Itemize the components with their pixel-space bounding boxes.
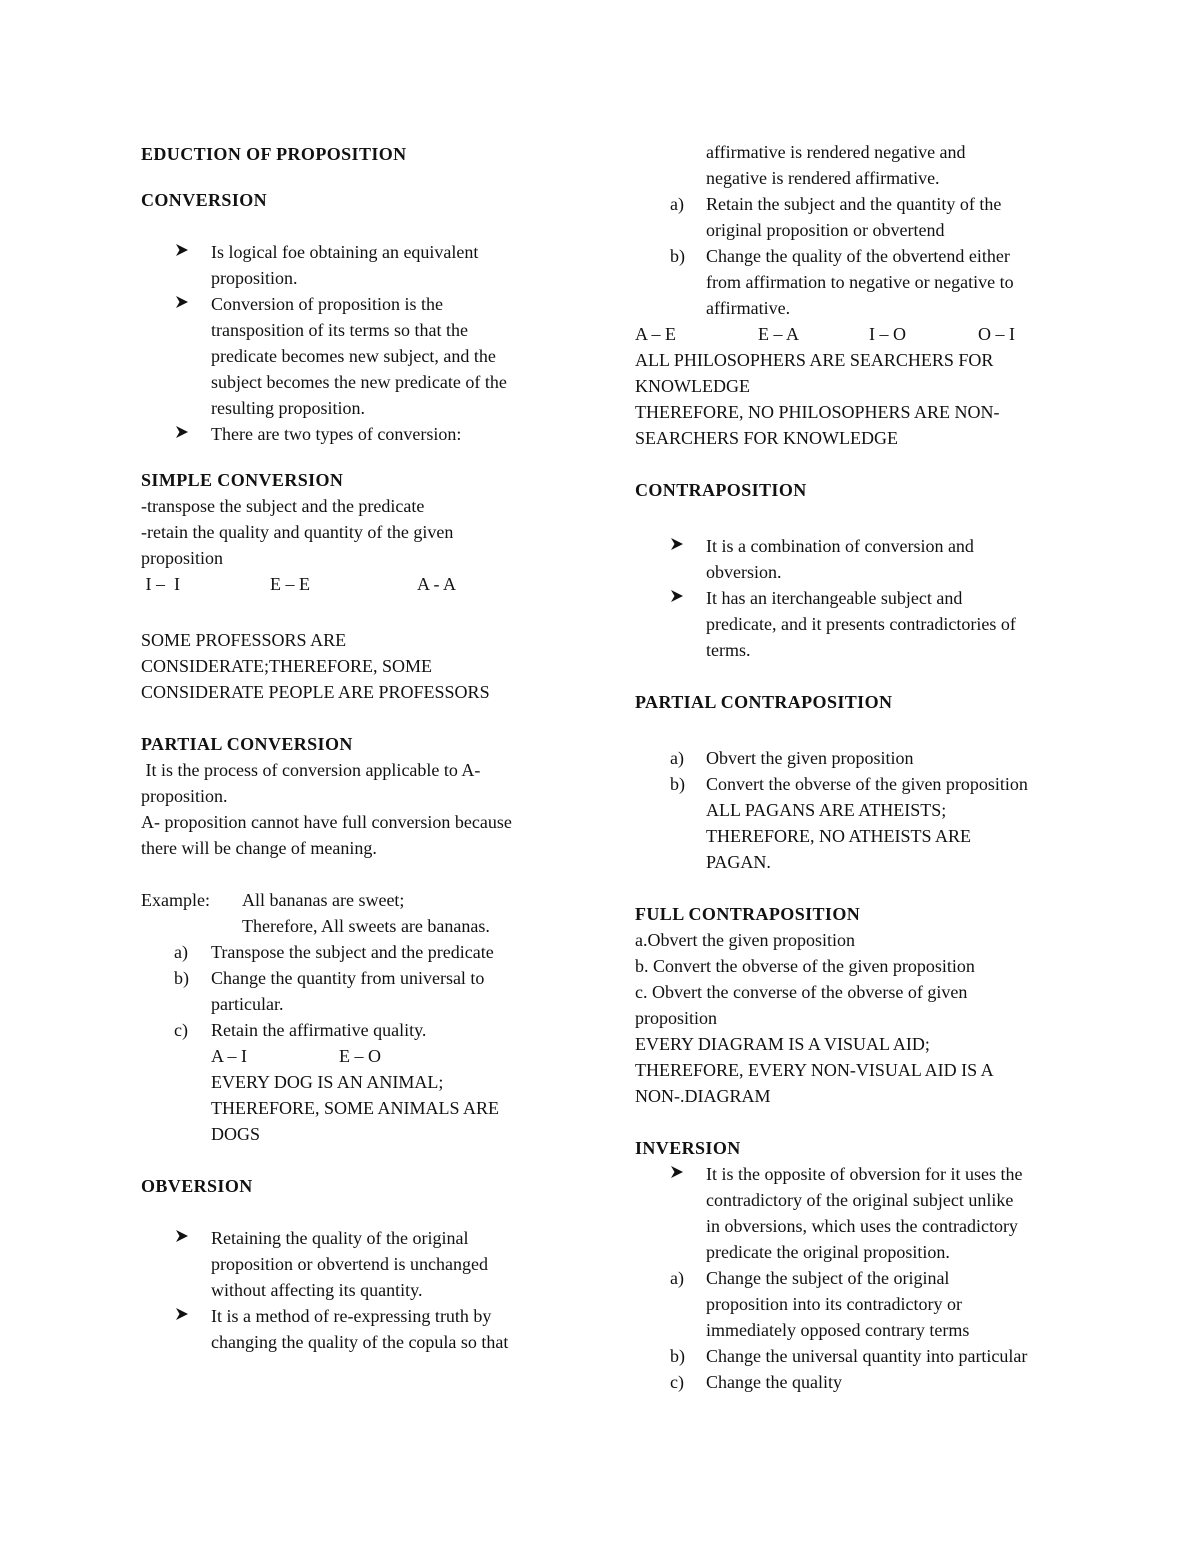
bullet-text-line: in obversions, which uses the contradictory (706, 1216, 1018, 1236)
arrowhead-bullet-icon (175, 291, 189, 317)
bullet-item (141, 421, 561, 447)
full-contraposition-text (635, 927, 1075, 1109)
step-marker: a) (174, 942, 188, 962)
text-line: THEREFORE, EVERY NON-VISUAL AID IS A (635, 1060, 994, 1080)
conversion-bullet-list (141, 239, 561, 447)
step-item (635, 191, 1075, 243)
example-line: SOME PROFESSORS ARE (141, 630, 347, 650)
step-text-line: ALL PAGANS ARE ATHEISTS; (706, 800, 947, 820)
step-marker: c) (670, 1372, 684, 1392)
example-line: CONSIDERATE PEOPLE ARE PROFESSORS (141, 682, 490, 702)
full-contraposition-heading: FULL CONTRAPOSITION (635, 904, 861, 924)
example-line: KNOWLEDGE (635, 376, 750, 396)
pair-a-e: A – E (635, 324, 677, 344)
text-line: affirmative is rendered negative and (706, 142, 966, 162)
text-line: -retain the quality and quantity of the given (141, 522, 454, 542)
step-text-line: from affirmation to negative or negative to (706, 272, 1014, 292)
text-line: a.Obvert the given proposition (635, 930, 855, 950)
step-item (635, 1369, 1075, 1395)
bullet-text-line: contradictory of the original subject unlike (706, 1190, 1014, 1210)
obversion-pairs (635, 321, 1075, 347)
contraposition-heading: CONTRAPOSITION (635, 480, 807, 500)
arrowhead-bullet-icon (670, 533, 684, 559)
simple-conversion-pairs (141, 571, 561, 597)
inversion-heading: INVERSION (635, 1138, 741, 1158)
step-text-line: particular. (211, 994, 284, 1014)
arrowhead-bullet-icon (175, 239, 189, 265)
text-line: there will be change of meaning. (141, 838, 377, 858)
partial-conversion-text (141, 757, 561, 861)
example-line: EVERY DOG IS AN ANIMAL; (211, 1072, 444, 1092)
step-item (141, 965, 561, 1017)
text-line: proposition (635, 1008, 718, 1028)
step-item (635, 745, 1075, 771)
document-title: EDUCTION OF PROPOSITION (141, 144, 407, 164)
inversion-steps (635, 1265, 1075, 1395)
partial-contraposition-heading: PARTIAL CONTRAPOSITION (635, 692, 893, 712)
pair-e-a: E – A (758, 324, 800, 344)
step-marker: b) (670, 1346, 685, 1366)
step-text-line: Retain the affirmative quality. (211, 1020, 427, 1040)
obversion-heading: OBVERSION (141, 1176, 253, 1196)
contraposition-bullet-list (635, 533, 1075, 663)
example-line: CONSIDERATE;THEREFORE, SOME (141, 656, 433, 676)
step-item (635, 1343, 1075, 1369)
step-text-line: THEREFORE, NO ATHEISTS ARE (706, 826, 972, 846)
step-text-line: Change the quality of the obvertend either (706, 246, 1010, 266)
obversion-steps (635, 191, 1075, 321)
bullet-text-line: Is logical foe obtaining an equivalent (211, 242, 479, 262)
partial-conversion-steps (141, 939, 561, 1043)
obversion-bullet-list (141, 1225, 561, 1355)
bullet-item (141, 1225, 561, 1303)
step-marker: a) (670, 1268, 684, 1288)
bullet-text-line: There are two types of conversion: (211, 424, 462, 444)
text-line: NON-.DIAGRAM (635, 1086, 771, 1106)
arrowhead-bullet-icon (175, 1303, 189, 1329)
step-text-line: Transpose the subject and the predicate (211, 942, 494, 962)
example-label: Example: (141, 890, 210, 910)
example-line: ALL PHILOSOPHERS ARE SEARCHERS FOR (635, 350, 994, 370)
bullet-text-line: It is the opposite of obversion for it uses the (706, 1164, 1023, 1184)
step-text-line: Change the quantity from universal to (211, 968, 485, 988)
right-column (635, 139, 1075, 1395)
bullet-text-line: It is a method of re-expressing truth by (211, 1306, 492, 1326)
step-text-line: affirmative. (706, 298, 791, 318)
obversion-continued-text (635, 139, 1075, 191)
example-line: DOGS (211, 1124, 261, 1144)
step-marker: a) (670, 748, 684, 768)
partial-conversion-example (141, 1069, 561, 1147)
bullet-item (635, 585, 1075, 663)
partial-conversion-heading: PARTIAL CONVERSION (141, 734, 353, 754)
step-item (141, 1017, 561, 1043)
step-text-line: PAGAN. (706, 852, 771, 872)
partial-conversion-pairs (141, 1043, 561, 1069)
step-item (635, 771, 1075, 875)
pair-a-i: A – I (211, 1046, 247, 1066)
step-marker: c) (174, 1020, 188, 1040)
bullet-text-line: obversion. (706, 562, 782, 582)
conversion-heading: CONVERSION (141, 190, 268, 210)
bullet-text-line: without affecting its quantity. (211, 1280, 423, 1300)
bullet-text-line: predicate the original proposition. (706, 1242, 950, 1262)
example-line: SEARCHERS FOR KNOWLEDGE (635, 428, 899, 448)
pair-e-e: E – E (270, 574, 310, 594)
bullet-item (141, 291, 561, 421)
pair-o-i: O – I (978, 324, 1015, 344)
text-line: proposition (141, 548, 224, 568)
pair-i-o: I – O (869, 324, 906, 344)
bullet-text-line: subject becomes the new predicate of the (211, 372, 507, 392)
step-marker: a) (670, 194, 684, 214)
step-marker: b) (670, 774, 685, 794)
bullet-text-line: proposition or obvertend is unchanged (211, 1254, 488, 1274)
example-line: THEREFORE, SOME ANIMALS ARE (211, 1098, 500, 1118)
bullet-text-line: It has an iterchangeable subject and (706, 588, 963, 608)
arrowhead-bullet-icon (670, 585, 684, 611)
text-line: c. Obvert the converse of the obverse of given (635, 982, 968, 1002)
bullet-text-line: predicate becomes new subject, and the (211, 346, 496, 366)
step-text-line: original proposition or obvertend (706, 220, 945, 240)
step-text-line: Retain the subject and the quantity of the (706, 194, 1002, 214)
step-item (635, 1265, 1075, 1343)
bullet-text-line: transposition of its terms so that the (211, 320, 468, 340)
pair-i-i: I – I (141, 574, 180, 594)
step-text-line: Change the subject of the original (706, 1268, 950, 1288)
bullet-text-line: changing the quality of the copula so that (211, 1332, 509, 1352)
text-line: It is the process of conversion applicable to A- (141, 760, 481, 780)
step-text-line: proposition into its contradictory or (706, 1294, 962, 1314)
simple-conversion-example (141, 627, 561, 705)
text-line: b. Convert the obverse of the given proposition (635, 956, 975, 976)
pair-e-o: E – O (339, 1046, 381, 1066)
pair-a-a: A - A (417, 574, 457, 594)
bullet-text-line: predicate, and it presents contradictories of (706, 614, 1016, 634)
bullet-item (635, 533, 1075, 585)
inversion-bullet (635, 1161, 1075, 1265)
step-text-line: Change the universal quantity into particular (706, 1346, 1028, 1366)
text-line: negative is rendered affirmative. (706, 168, 940, 188)
step-item (141, 939, 561, 965)
step-marker: b) (670, 246, 685, 266)
example-line-1: All bananas are sweet; (242, 890, 405, 910)
simple-conversion-text (141, 493, 561, 571)
bullet-text-line: It is a combination of conversion and (706, 536, 974, 556)
arrowhead-bullet-icon (175, 421, 189, 447)
text-line: -transpose the subject and the predicate (141, 496, 425, 516)
bullet-text-line: Conversion of proposition is the (211, 294, 443, 314)
step-marker: b) (174, 968, 189, 988)
step-text-line: Change the quality (706, 1372, 842, 1392)
bullet-item (635, 1161, 1075, 1265)
step-text-line: Convert the obverse of the given proposition (706, 774, 1028, 794)
text-line: proposition. (141, 786, 228, 806)
step-text-line: Obvert the given proposition (706, 748, 914, 768)
step-text-line: immediately opposed contrary terms (706, 1320, 970, 1340)
text-line: A- proposition cannot have full conversion because (141, 812, 512, 832)
obversion-example (635, 347, 1075, 451)
bullet-text-line: Retaining the quality of the original (211, 1228, 469, 1248)
bullet-text-line: terms. (706, 640, 751, 660)
bullet-text-line: proposition. (211, 268, 298, 288)
arrowhead-bullet-icon (175, 1225, 189, 1251)
bullet-item (141, 239, 561, 291)
example-line: THEREFORE, NO PHILOSOPHERS ARE NON- (635, 402, 1000, 422)
simple-conversion-heading: SIMPLE CONVERSION (141, 470, 344, 490)
left-column (141, 139, 561, 1355)
arrowhead-bullet-icon (670, 1161, 684, 1187)
bullet-item (141, 1303, 561, 1355)
partial-example-row (141, 887, 561, 913)
example-line-2: Therefore, All sweets are bananas. (242, 916, 490, 936)
step-item (635, 243, 1075, 321)
partial-contraposition-steps (635, 745, 1075, 875)
bullet-text-line: resulting proposition. (211, 398, 365, 418)
text-line: EVERY DIAGRAM IS A VISUAL AID; (635, 1034, 930, 1054)
